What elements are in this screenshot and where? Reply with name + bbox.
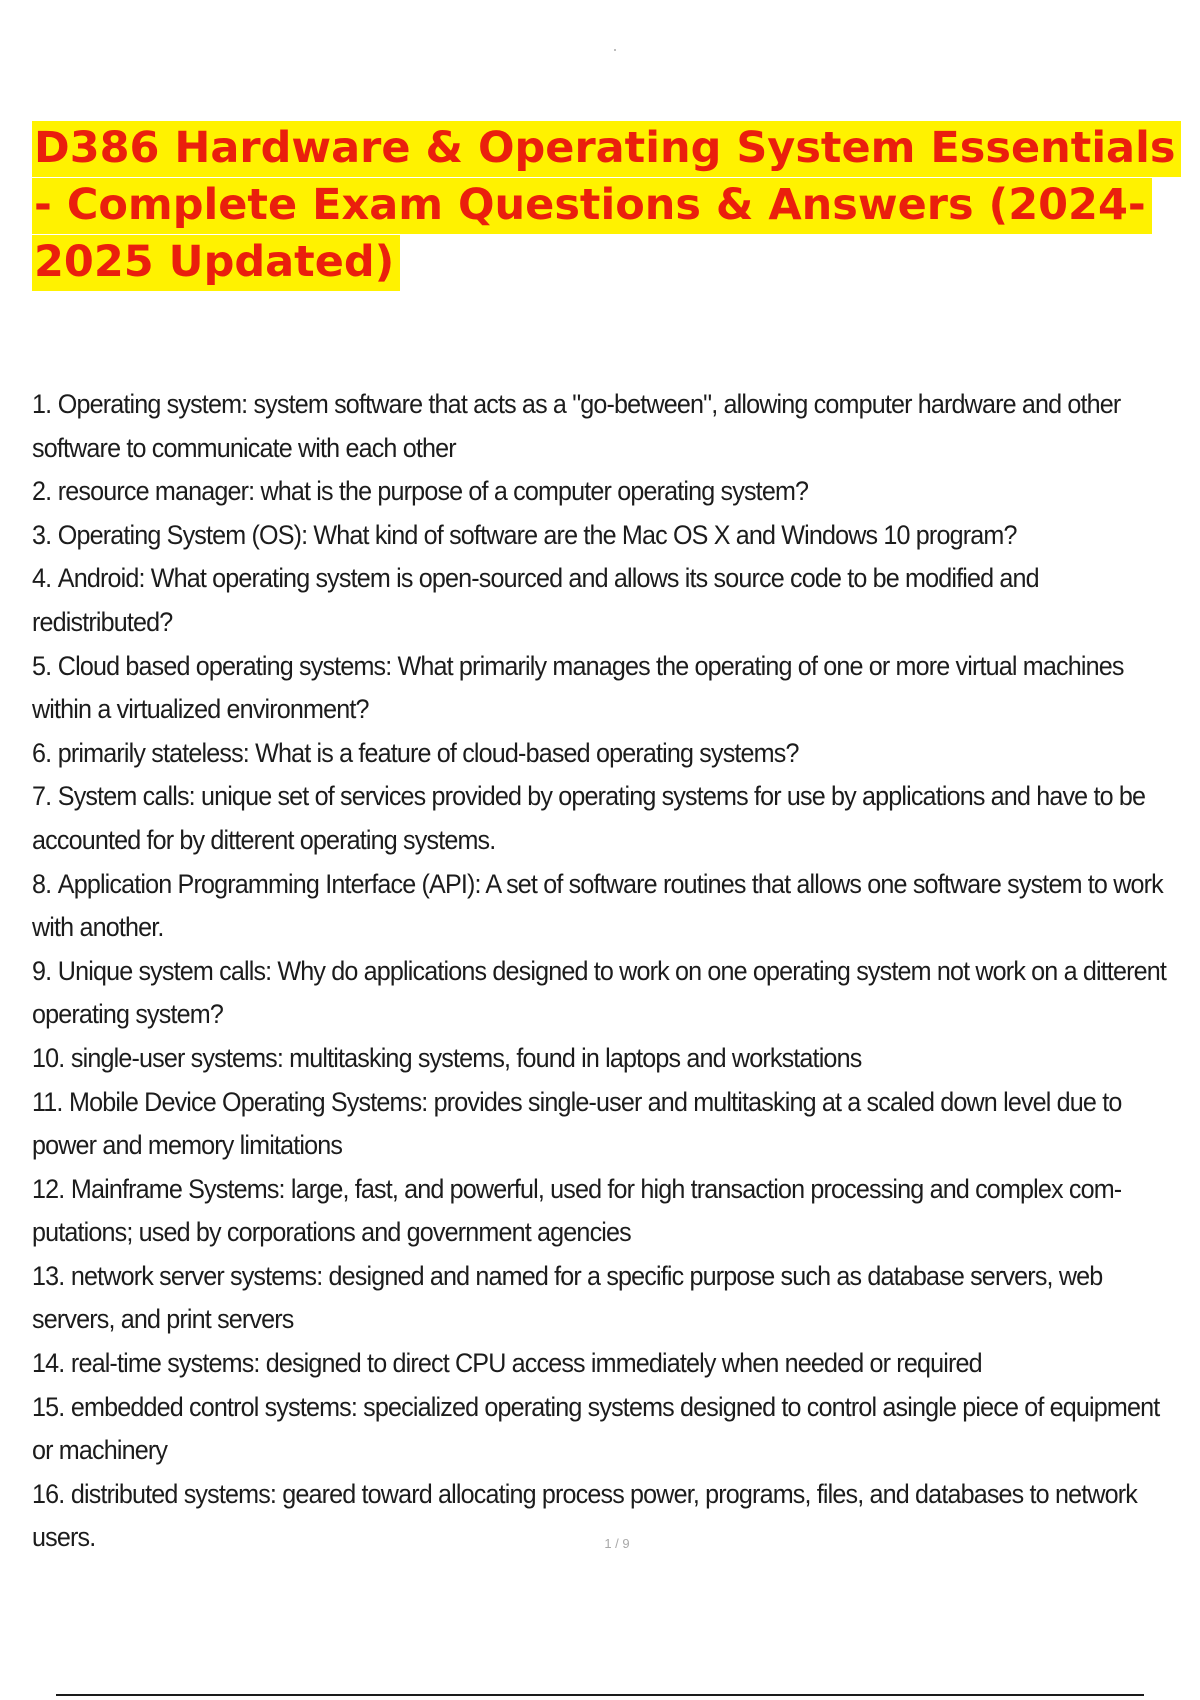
list-item bbox=[32, 470, 1185, 514]
item-number: 10. bbox=[32, 1042, 65, 1073]
item-text: Mainframe Systems: large, fast, and powerful, used for high transaction processing and complex com- putations; used by corporations and government agencies bbox=[32, 1173, 1122, 1248]
list-item bbox=[32, 1386, 1185, 1473]
list-item bbox=[32, 383, 1185, 470]
item-number: 4. bbox=[32, 563, 52, 594]
list-item bbox=[32, 1168, 1185, 1255]
item-text: resource manager: what is the purpose of a computer operating system? bbox=[57, 476, 809, 507]
item-text: embedded control systems: specialized operating systems designed to control asingle piece of equipment or machinery bbox=[32, 1391, 1160, 1466]
item-text: Operating System (OS): What kind of software are the Mac OS X and Windows 10 program? bbox=[57, 519, 1017, 550]
item-number: 9. bbox=[32, 955, 52, 986]
item-text: Mobile Device Operating Systems: provides single-user and multitasking at a scaled down level due to power and memory limitations bbox=[32, 1086, 1122, 1161]
item-text: Application Programming Interface (API): A set of software routines that allows one software system to work with another. bbox=[32, 868, 1163, 943]
list-item bbox=[32, 645, 1185, 732]
item-number: 11. bbox=[32, 1086, 63, 1117]
item-number: 6. bbox=[32, 737, 52, 768]
item-text: single-user systems: multitasking systems, found in laptops and workstations bbox=[70, 1042, 862, 1073]
list-item bbox=[32, 1081, 1185, 1168]
item-text: network server systems: designed and named for a specific purpose such as database servers, web servers, and print servers bbox=[32, 1260, 1103, 1335]
item-number: 8. bbox=[32, 868, 52, 899]
item-number: 13. bbox=[32, 1260, 65, 1291]
scan-mark bbox=[614, 49, 616, 51]
list-item bbox=[32, 732, 1185, 776]
item-number: 12. bbox=[32, 1173, 65, 1204]
item-text: System calls: unique set of services provided by operating systems for use by applications and have to be accounted for by ditterent operating systems. bbox=[32, 781, 1146, 855]
list-item bbox=[32, 1255, 1185, 1342]
document-title bbox=[32, 120, 1182, 291]
bottom-divider bbox=[56, 1694, 1144, 1696]
item-text: Cloud based operating systems: What primarily manages the operating of one or more virtual machines within a virtualized environment? bbox=[32, 650, 1124, 725]
document-title-text: D386 Hardware & Operating System Essentials - Complete Exam Questions & Answers (2024-2025 Updated) bbox=[32, 121, 1181, 291]
item-number: 3. bbox=[32, 519, 52, 550]
question-answer-list bbox=[32, 383, 1192, 1560]
list-item bbox=[32, 1037, 1185, 1081]
item-text: primarily stateless: What is a feature of cloud-based operating systems? bbox=[57, 737, 799, 768]
item-number: 15. bbox=[32, 1391, 65, 1422]
list-item bbox=[32, 950, 1185, 1037]
list-item bbox=[32, 863, 1185, 950]
item-number: 14. bbox=[32, 1348, 65, 1379]
item-text: Android: What operating system is open-sourced and allows its source code to be modified and redistributed? bbox=[32, 563, 1039, 637]
item-text: Unique system calls: Why do applications designed to work on one operating system not work on a ditterent operating system? bbox=[32, 955, 1167, 1030]
item-number: 7. bbox=[32, 781, 52, 812]
item-number: 2. bbox=[32, 476, 52, 507]
item-number: 16. bbox=[32, 1478, 65, 1509]
item-text: Operating system: system software that acts as a "go-between", allowing computer hardware and other software to communicate with each other bbox=[32, 389, 1121, 463]
item-number: 5. bbox=[32, 650, 52, 681]
list-item bbox=[32, 775, 1185, 862]
list-item bbox=[32, 557, 1185, 644]
list-item bbox=[32, 1342, 1185, 1386]
page-number: 1 / 9 bbox=[604, 1536, 630, 1551]
item-number: 1. bbox=[32, 389, 52, 419]
item-text: real-time systems: designed to direct CPU access immediately when needed or required bbox=[70, 1348, 982, 1379]
list-item bbox=[32, 514, 1185, 558]
item-text: distributed systems: geared toward allocating process power, programs, files, and databases to network users. bbox=[32, 1478, 1138, 1553]
